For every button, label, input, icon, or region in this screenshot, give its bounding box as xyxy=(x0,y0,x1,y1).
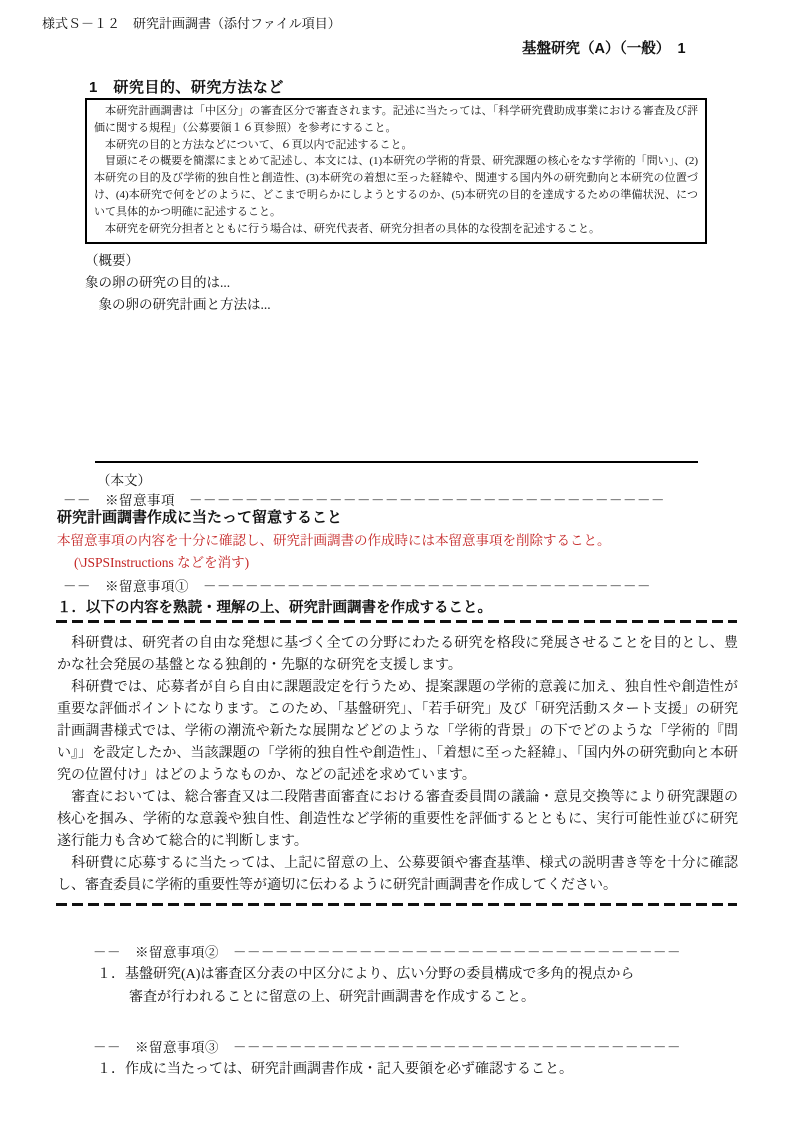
bold-dashed-divider-top xyxy=(56,620,737,623)
maintext-label: （本文） xyxy=(97,473,151,488)
instruction-line: 本研究の目的と方法などについて、６頁以内で記述すること。 xyxy=(94,138,413,151)
summary-label: （概要） xyxy=(85,253,139,268)
instruction-line: 本研究計画調書は「中区分」の審査区分で審査されます。記述に当たっては、「科学研究費助成事業における審査及び評価に関する規程」（公募要領１６頁参照）を参考にすること。 xyxy=(94,105,698,134)
warning-line-1: 本留意事項の内容を十分に確認し、研究計画調書の作成時には本留意事項を削除すること。 xyxy=(57,533,611,548)
note1-header: －－ ※留意事項① －－－－－－－－－－－－－－－－－－－－－－－－－－－－－－－－ xyxy=(63,579,651,594)
section1-heading: 1 研究目的、研究方法など xyxy=(89,79,284,96)
note1-title: １．以下の内容を熟読・理解の上、研究計画調書を作成すること。 xyxy=(57,600,492,616)
note2-item-line1: １．基盤研究(A)は審査区分表の中区分により、広い分野の委員構成で多角的視点から xyxy=(97,967,635,982)
body-paragraph: 科研費は、研究者の自由な発想に基づく全ての分野にわたる研究を格段に発展させることを目的とし、豊かな社会発展の基盤となる独創的・先駆的な研究を支援します。 xyxy=(57,634,738,672)
note2-item-line2: 審査が行われることに留意の上、研究計画調書を作成すること。 xyxy=(129,990,535,1005)
summary-block xyxy=(85,250,271,316)
body-paragraph: 科研費に応募するに当たっては、上記に留意の上、公募要領や審査基準、様式の説明書き等を十分に確認し、審査委員に学術的重要性等が適切に伝わるように研究計画調書を作成してください。 xyxy=(57,854,738,892)
note3-item-line1: １．作成に当たっては、研究計画調書作成・記入要領を必ず確認すること。 xyxy=(97,1062,573,1077)
section-divider-line xyxy=(95,461,698,463)
body-paragraph: 科研費では、応募者が自ら自由に課題設定を行うため、提案課題の学術的意義に加え、独自性や創造性が重要な評価ポイントになります。このため、「基盤研究」、「若手研究」及び「研究活動スタート支援」の研究計画調書様式では、学術の潮流や新たな展開などどのような「学術的背景」の下でどのような「学術的『問い』」を設定したか、当該課題の「学術的独自性や創造性」、「着想に至った経緯」、「国内外の研究動向と本研究の位置付け」はどのようなものか、などの記述を求めています。 xyxy=(57,678,738,782)
body-paragraph: 審査においては、総合審査又は二段階書面審査における審査委員間の議論・意見交換等により研究課題の核心を掴み、学術的な意義や独自性、創造性など学術的重要性を評価するとともに、実行可能性並びに研究遂行能力も含めて総合的に判断します。 xyxy=(57,788,738,848)
summary-line: 象の卵の研究の目的は... xyxy=(85,275,231,290)
note2-header: －－ ※留意事項② －－－－－－－－－－－－－－－－－－－－－－－－－－－－－－－－ xyxy=(93,945,681,960)
notes-title: 研究計画調書作成に当たって留意すること xyxy=(57,509,343,526)
instruction-line: 冒頭にその概要を簡潔にまとめて記述し、本文には、(1)本研究の学術的背景、研究課題の核心をなす学術的「問い」、(2)本研究の目的及び学術的独自性と創造性、(3)本研究の着想に至った経緯や、関連する国内外の研究動向と本研究の位置づけ、(4)本研究で何をどのように、どこまで明らかにしようとするのか、(5)本研究の目的を達成するための準備状況、について具体的かつ明確に記述すること。 xyxy=(94,155,698,218)
category-page-header: 基盤研究（A）（一般） 1 xyxy=(522,41,686,57)
note3-header: －－ ※留意事項③ －－－－－－－－－－－－－－－－－－－－－－－－－－－－－－－－ xyxy=(93,1040,681,1055)
bold-dashed-divider-bottom xyxy=(56,903,737,906)
note-header: －－ ※留意事項 －－－－－－－－－－－－－－－－－－－－－－－－－－－－－－－－－－ xyxy=(63,493,665,508)
instruction-line: 本研究を研究分担者とともに行う場合は、研究代表者、研究分担者の具体的な役割を記述すること。 xyxy=(94,222,600,235)
body-paragraphs xyxy=(57,631,738,895)
instruction-box xyxy=(85,98,707,244)
form-code-header: 様式Ｓ－１２ 研究計画調書（添付ファイル項目） xyxy=(42,16,341,31)
warning-line-2: (\JSPSInstructions などを消す) xyxy=(74,555,250,570)
summary-line: 象の卵の研究計画と方法は... xyxy=(85,297,271,312)
